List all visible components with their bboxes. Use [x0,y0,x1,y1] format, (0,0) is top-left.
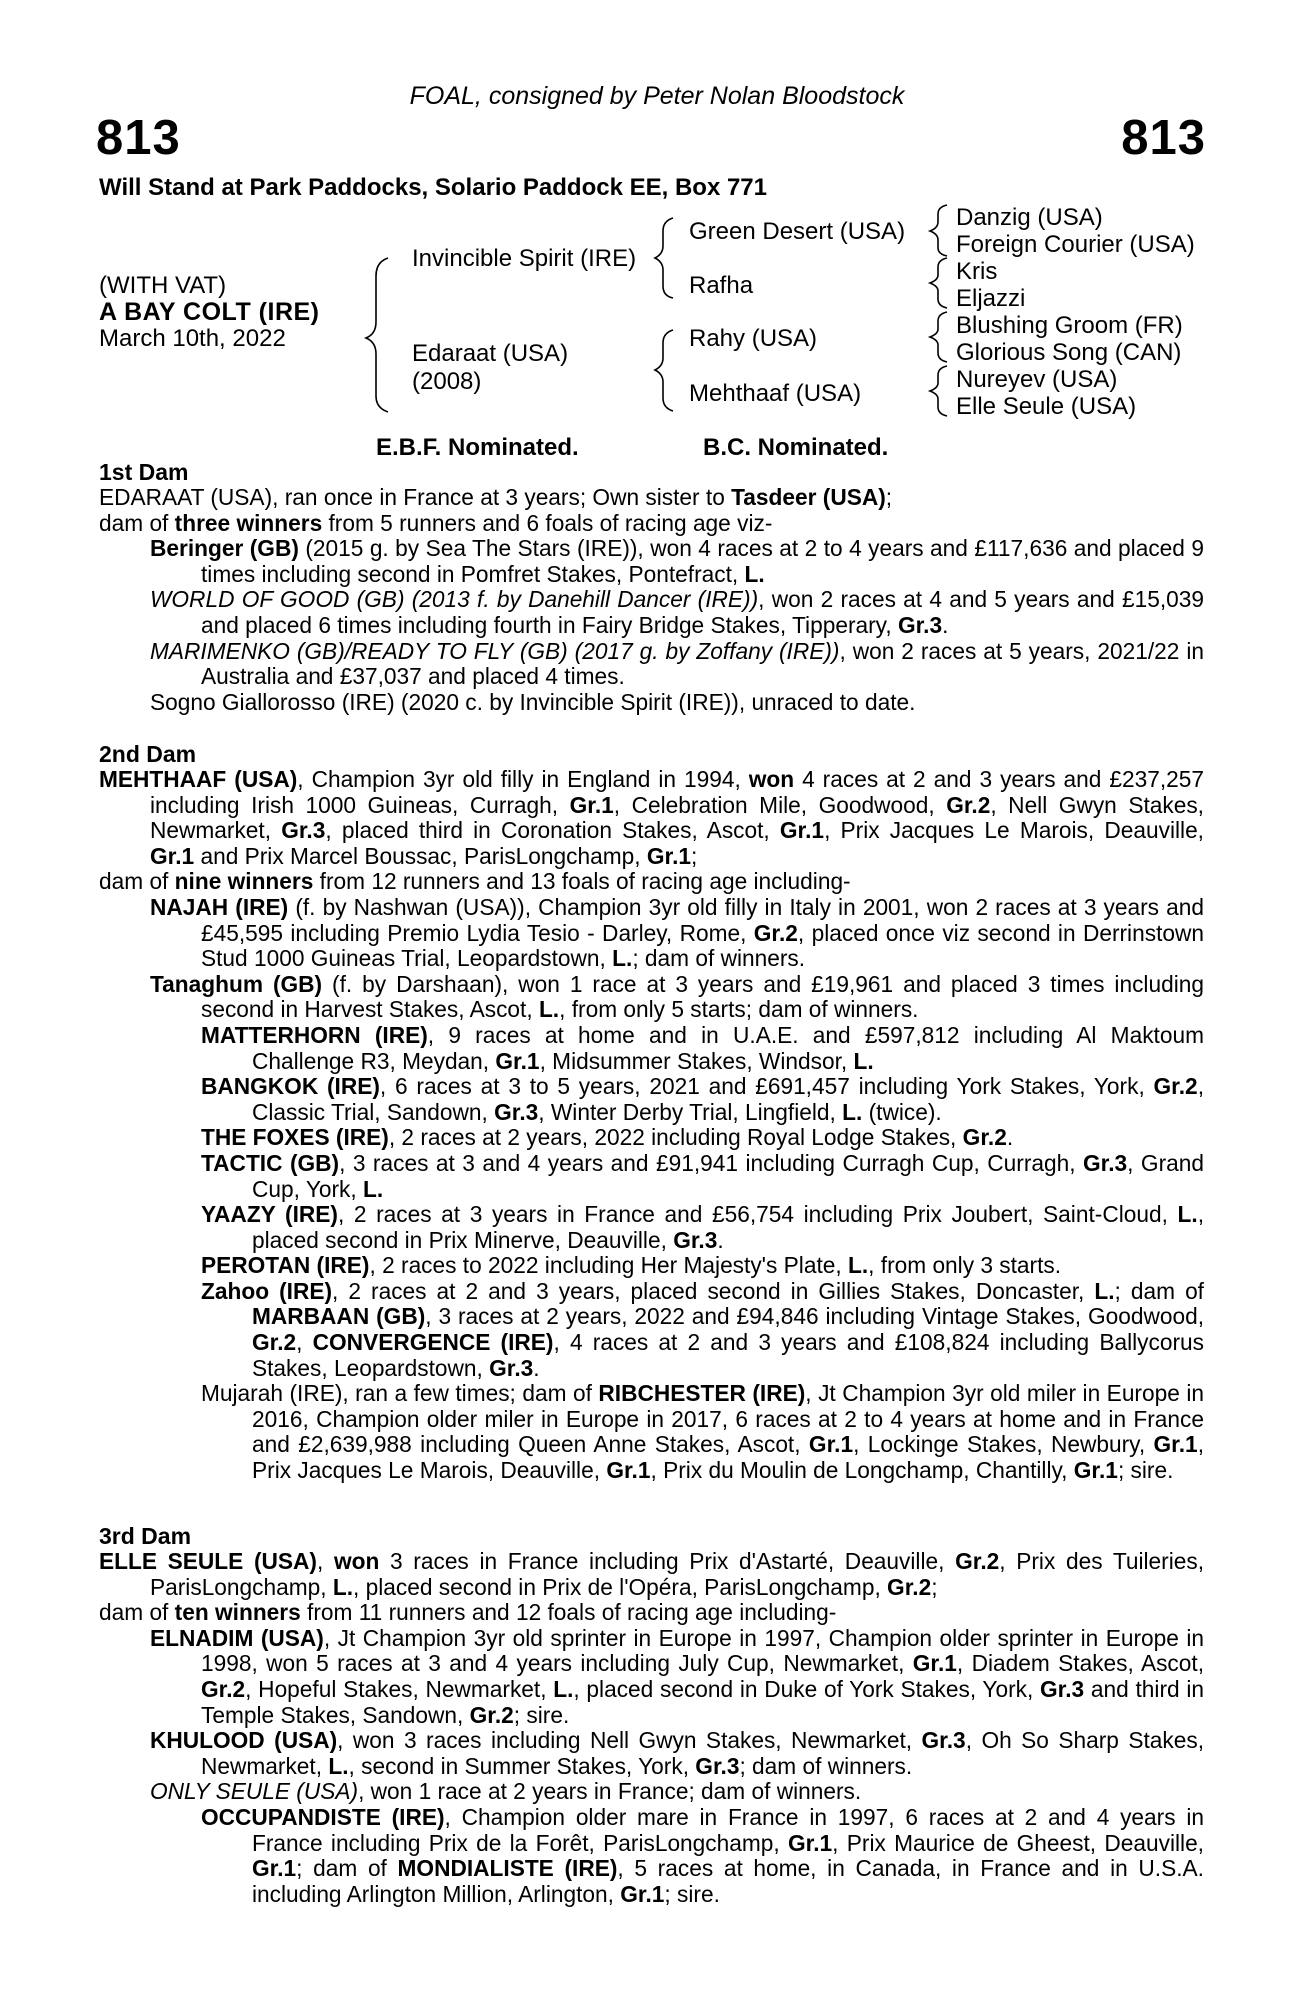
foaling-date: March 10th, 2022 [99,325,286,352]
produce-entry: Tanaghum (GB) (f. by Darshaan), won 1 race at 3 years and £19,961 and placed 3 times including second in Harvest Stakes, Ascot, L., from only 5 starts; dam of winners. [150,970,1204,1023]
produce-entry: NAJAH (IRE) (f. by Nashwan (USA)), Champion 3yr old filly in Italy in 2001, won 2 races at 3 years and £45,595 including Premio Lydia Tesio - Darley, Rome, Gr.2, placed once viz second in Derrinstown Stud 1000 Guineas Trial, Leopardstown, L.; dam of winners. [150,893,1204,972]
first-dam-intro: EDARAAT (USA), ran once in France at 3 years; Own sister to Tasdeer (USA); [99,484,893,510]
great-granddam-2: Foreign Courier (USA) [956,231,1195,258]
great-granddam-6: Glorious Song (CAN) [956,339,1182,366]
bc-nomination: B.C. Nominated. [703,434,889,461]
consignor-line: FOAL, consigned by Peter Nolan Bloodstock [409,82,905,110]
grandproduce-entry: THE FOXES (IRE), 2 races at 2 years, 2022 including Royal Lodge Stakes, Gr.2. [201,1124,1014,1151]
grandproduce-entry: Mujarah (IRE), ran a few times; dam of RIBCHESTER (IRE), Jt Champion 3yr old miler in Europe in 2016, Champion older miler in Europe in 2017, 6 races at 2 to 4 years at home and in France and £2,639,988 including Queen Anne Stakes, Ascot, Gr.1, Lockinge Stakes, Newbury, Gr.1, Prix Jacques Le Marois, Deauville, Gr.1, Prix du Moulin de Longchamp, Chantilly, Gr.1; sire. [201,1380,1204,1484]
third-dam-record: ELLE SEULE (USA), won 3 races in France including Prix d'Astarté, Deauville, Gr.2, Prix des Tuileries, ParisLongchamp, L., placed second in Prix de l'Opéra, ParisLongchamp, Gr.2; [99,1548,1205,1600]
grandproduce-entry: TACTIC (GB), 3 races at 3 and 4 years and £91,941 including Curragh Cup, Curragh, Gr.3, Grand Cup, York, L. [201,1149,1204,1202]
dam-year: (2008) [412,368,482,395]
vat-note: (WITH VAT) [99,272,227,299]
great-granddam-4: Eljazzi [956,285,1026,312]
lot-number-left: 813 [96,111,181,165]
produce-entry: ONLY SEULE (USA), won 1 race at 2 years in France; dam of winners. [150,1778,862,1805]
lot-number-right: 813 [1121,111,1206,165]
second-dam-record: MEHTHAAF (USA), Champion 3yr old filly in England in 1994, won 4 races at 2 and 3 years and £237,257 including Irish 1000 Guineas, Curragh, Gr.1, Celebration Mile, Goodwood, Gr.2, Nell Gwyn Stakes, Newmarket, Gr.3, placed third in Coronation Stakes, Ascot, Gr.1, Prix Jacques Le Marois, Deauville, Gr.1 and Prix Marcel Boussac, ParisLongchamp, Gr.1; [99,766,1204,869]
third-dam-heading: 3rd Dam [99,1523,192,1549]
second-dam-section [99,767,1204,1484]
sire-name: Invincible Spirit (IRE) [412,245,637,272]
produce-entry: KHULOOD (USA), won 3 races including Nell Gwyn Stakes, Newmarket, Gr.3, Oh So Sharp Stakes, Newmarket, L., second in Summer Stakes, York, Gr.3; dam of winners. [150,1727,1204,1779]
first-dam-heading: 1st Dam [99,459,189,485]
dam-dam-name: Mehthaaf (USA) [689,380,862,407]
great-grandsire-7: Nureyev (USA) [956,366,1118,393]
grandproduce-entry: Zahoo (IRE), 2 races at 2 and 3 years, placed second in Gillies Stakes, Doncaster, L.; dam of MARBAAN (GB), 3 races at 2 years, 2022 and £94,846 including Vintage Stakes, Goodwood, Gr.2, CONVERGENCE (IRE), 4 races at 2 and 3 years and £108,824 including Ballycorus Stakes, Leopardstown, Gr.3. [201,1277,1204,1381]
third-dam-section [99,1549,1204,1907]
grandproduce-entry: MATTERHORN (IRE), 9 races at home and in U.A.E. and £597,812 including Al Maktoum Challenge R3, Meydan, Gr.1, Midsummer Stakes, Windsor, L. [201,1021,1204,1074]
great-granddam-8: Elle Seule (USA) [956,393,1137,420]
grandproduce-entry: YAAZY (IRE), 2 races at 3 years in France and £56,754 including Prix Joubert, Saint-Cloud, L., placed second in Prix Minerve, Deauville, Gr.3. [201,1201,1204,1253]
produce-entry: WORLD OF GOOD (GB) (2013 f. by Danehill Dancer (IRE)), won 2 races at 4 and 5 years and £15,039 and placed 6 times including fourth in Fairy Bridge Stakes, Tipperary, Gr.3. [150,586,1204,638]
produce-entry: Sogno Giallorosso (IRE) (2020 c. by Invincible Spirit (IRE)), unraced to date. [150,688,916,715]
second-dam-produce-summary: dam of nine winners from 12 runners and 13 foals of racing age including- [99,868,851,895]
grandproduce-entry: OCCUPANDISTE (IRE), Champion older mare in France in 1997, 6 races at 2 and 4 years in France including Prix de la Forêt, ParisLongchamp, Gr.1, Prix Maurice de Gheest, Deauville, Gr.1; dam of MONDIALISTE (IRE), 5 races at home, in Canada, in France and in U.S.A. including Arlington Million, Arlington, Gr.1; sire. [201,1803,1204,1907]
first-dam-produce-summary: dam of three winners from 5 runners and 6 foals of racing age viz- [99,509,773,536]
ebf-nomination: E.B.F. Nominated. [376,434,579,461]
grandproduce-entry: PEROTAN (IRE), 2 races to 2022 including Her Majesty's Plate, L., from only 3 starts. [201,1252,1062,1279]
great-grandsire-3: Kris [956,258,998,285]
stand-location: Will Stand at Park Paddocks, Solario Paddock EE, Box 771 [99,174,768,201]
third-dam-produce-summary: dam of ten winners from 11 runners and 12 foals of racing age including- [99,1599,837,1626]
produce-entry: Beringer (GB) (2015 g. by Sea The Stars (IRE)), won 4 races at 2 to 4 years and £117,636 and placed 9 times including second in Pomfret Stakes, Pontefract, L. [150,535,1204,587]
produce-entry: MARIMENKO (GB)/READY TO FLY (GB) (2017 g. by Zoffany (IRE)), won 2 races at 5 years, 2021/22 in Australia and £37,037 and placed 4 times. [150,637,1205,690]
sire-dam-name: Rafha [689,272,754,299]
sire-sire-name: Green Desert (USA) [689,218,906,245]
first-dam-section [99,485,1204,715]
second-dam-heading: 2nd Dam [99,741,197,767]
dam-sire-name: Rahy (USA) [689,325,818,352]
great-grandsire-5: Blushing Groom (FR) [956,312,1183,339]
great-grandsire-1: Danzig (USA) [956,204,1103,231]
dam-name: Edaraat (USA) [412,340,569,367]
produce-entry: ELNADIM (USA), Jt Champion 3yr old sprinter in Europe in 1997, Champion older sprinter in Europe in 1998, won 5 races at 3 and 4 years including July Cup, Newmarket, Gr.1, Diadem Stakes, Ascot, Gr.2, Hopeful Stakes, Newmarket, L., placed second in Duke of York Stakes, York, Gr.3 and third in Temple Stakes, Sandown, Gr.2; sire. [150,1624,1204,1728]
grandproduce-entry: BANGKOK (IRE), 6 races at 3 to 5 years, 2021 and £691,457 including York Stakes, York, Gr.2, Classic Trial, Sandown, Gr.3, Winter Derby Trial, Lingfield, L. (twice). [201,1073,1204,1125]
horse-name: A BAY COLT (IRE) [99,298,320,326]
